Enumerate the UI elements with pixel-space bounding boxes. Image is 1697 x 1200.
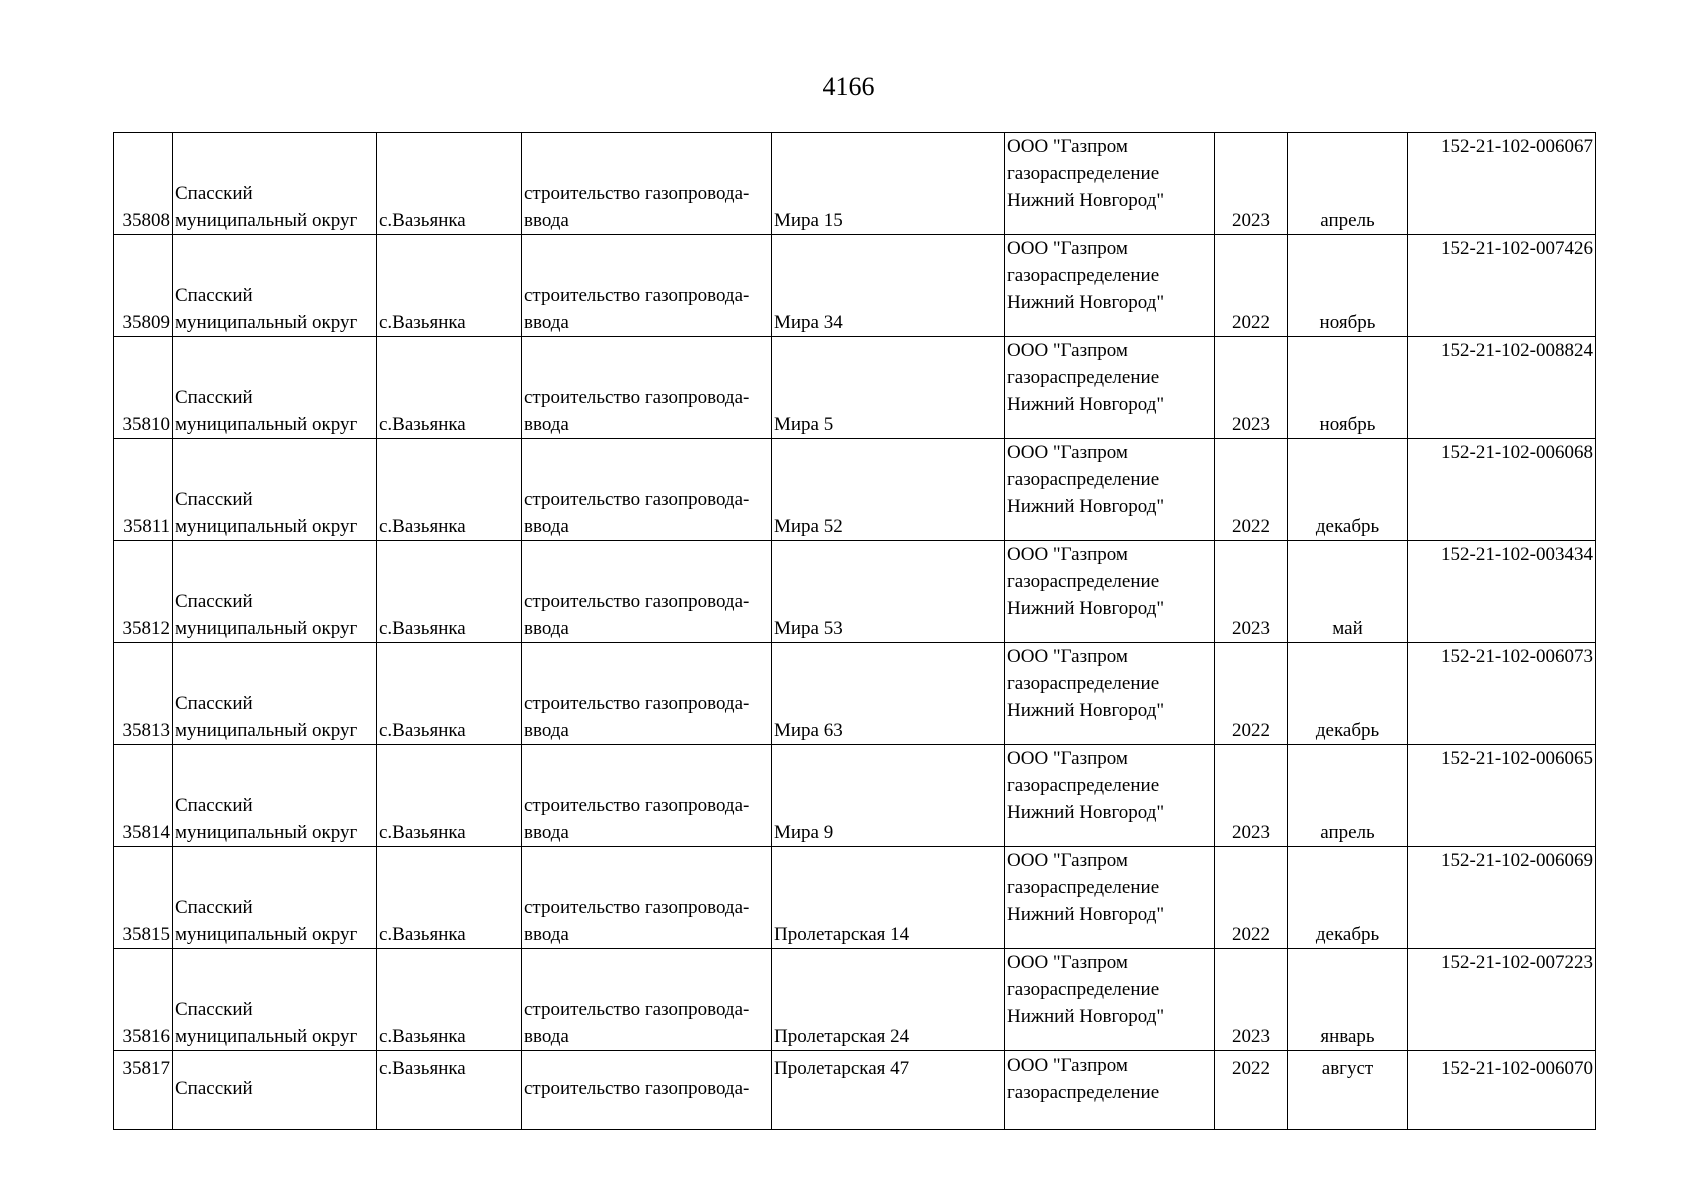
org-line: газораспределение <box>1007 469 1160 490</box>
cell-month: ноябрь <box>1288 337 1408 439</box>
work-line: ввода <box>524 312 569 333</box>
org-line: газораспределение <box>1007 877 1160 898</box>
org-line: газораспределение <box>1007 775 1160 796</box>
work-line: строительство газопровода- <box>524 897 750 918</box>
org-line: ООО "Газпром <box>1007 646 1128 667</box>
cell-year: 2023 <box>1215 541 1288 643</box>
cell-village: с.Вазьянка <box>377 337 522 439</box>
cell-organization <box>1005 541 1215 643</box>
org-line: ООО "Газпром <box>1007 238 1128 259</box>
district-line: Спасский <box>175 489 253 510</box>
cell-code: 152-21-102-006073 <box>1408 643 1596 745</box>
cell-code: 152-21-102-007426 <box>1408 235 1596 337</box>
cell-address: Пролетарская 47 <box>772 1051 1005 1130</box>
cell-year: 2022 <box>1215 235 1288 337</box>
work-line: ввода <box>524 720 569 741</box>
org-line: ООО "Газпром <box>1007 748 1128 769</box>
org-line: ООО "Газпром <box>1007 1055 1128 1076</box>
cell-year: 2022 <box>1215 847 1288 949</box>
district-line: муниципальный округ <box>175 414 358 435</box>
work-line: ввода <box>524 414 569 435</box>
cell-work-type <box>522 745 772 847</box>
cell-number: 35812 <box>114 541 173 643</box>
cell-code: 152-21-102-006067 <box>1408 133 1596 235</box>
cell-number: 35808 <box>114 133 173 235</box>
cell-organization <box>1005 643 1215 745</box>
cell-address: Пролетарская 14 <box>772 847 1005 949</box>
cell-address: Мира 5 <box>772 337 1005 439</box>
org-line: газораспределение <box>1007 673 1160 694</box>
cell-village: с.Вазьянка <box>377 949 522 1051</box>
district-line: муниципальный округ <box>175 822 358 843</box>
cell-year: 2023 <box>1215 337 1288 439</box>
page-number: 4166 <box>822 72 875 101</box>
district-line: муниципальный округ <box>175 210 358 231</box>
cell-code: 152-21-102-006065 <box>1408 745 1596 847</box>
org-line: Нижний Новгород" <box>1007 190 1165 211</box>
cell-address: Мира 9 <box>772 745 1005 847</box>
district-line: Спасский <box>175 591 253 612</box>
cell-number: 35809 <box>114 235 173 337</box>
district-line: Спасский <box>175 387 253 408</box>
work-line: строительство газопровода- <box>524 693 750 714</box>
cell-year: 2022 <box>1215 1051 1288 1130</box>
org-line: Нижний Новгород" <box>1007 1006 1165 1027</box>
work-line: ввода <box>524 924 569 945</box>
cell-month: декабрь <box>1288 643 1408 745</box>
cell-district <box>173 745 377 847</box>
org-line: Нижний Новгород" <box>1007 292 1165 313</box>
work-line: ввода <box>524 618 569 639</box>
cell-organization <box>1005 439 1215 541</box>
cell-month: декабрь <box>1288 847 1408 949</box>
work-line: ввода <box>524 822 569 843</box>
table-row <box>114 949 1596 1051</box>
work-line: ввода <box>524 516 569 537</box>
cell-district <box>173 439 377 541</box>
cell-address: Мира 53 <box>772 541 1005 643</box>
work-line: строительство газопровода- <box>524 489 750 510</box>
cell-district <box>173 133 377 235</box>
cell-number: 35816 <box>114 949 173 1051</box>
cell-district <box>173 235 377 337</box>
district-line: муниципальный округ <box>175 720 358 741</box>
cell-organization <box>1005 337 1215 439</box>
cell-code: 152-21-102-007223 <box>1408 949 1596 1051</box>
cell-month: май <box>1288 541 1408 643</box>
cell-organization <box>1005 235 1215 337</box>
cell-address: Мира 34 <box>772 235 1005 337</box>
table-row <box>114 439 1596 541</box>
district-line: Спасский <box>175 897 253 918</box>
org-line: ООО "Газпром <box>1007 850 1128 871</box>
cell-work-type <box>522 337 772 439</box>
cell-work-type <box>522 847 772 949</box>
org-line: газораспределение <box>1007 571 1160 592</box>
org-line: ООО "Газпром <box>1007 544 1128 565</box>
work-line: строительство газопровода- <box>524 591 750 612</box>
cell-year: 2022 <box>1215 643 1288 745</box>
work-line: ввода <box>524 210 569 231</box>
district-line: Спасский <box>175 999 253 1020</box>
org-line: ООО "Газпром <box>1007 952 1128 973</box>
cell-year: 2022 <box>1215 439 1288 541</box>
cell-code: 152-21-102-006070 <box>1408 1051 1596 1130</box>
org-line: газораспределение <box>1007 265 1160 286</box>
cell-address: Мира 63 <box>772 643 1005 745</box>
cell-month: апрель <box>1288 133 1408 235</box>
table-row <box>114 337 1596 439</box>
cell-number: 35813 <box>114 643 173 745</box>
cell-address: Мира 52 <box>772 439 1005 541</box>
cell-village: с.Вазьянка <box>377 133 522 235</box>
org-line: Нижний Новгород" <box>1007 802 1165 823</box>
cell-work-type <box>522 133 772 235</box>
table-row <box>114 133 1596 235</box>
org-line: Нижний Новгород" <box>1007 394 1165 415</box>
district-line: муниципальный округ <box>175 312 358 333</box>
district-line: муниципальный округ <box>175 924 358 945</box>
table-row <box>114 847 1596 949</box>
cell-year: 2023 <box>1215 133 1288 235</box>
cell-district <box>173 847 377 949</box>
org-line: газораспределение <box>1007 367 1160 388</box>
district-line: Спасский <box>175 183 253 204</box>
work-line: строительство газопровода- <box>524 795 750 816</box>
district-line: муниципальный округ <box>175 618 358 639</box>
org-line: газораспределение <box>1007 979 1160 1000</box>
cell-year: 2023 <box>1215 949 1288 1051</box>
cell-work-type <box>522 643 772 745</box>
org-line: газораспределение <box>1007 163 1160 184</box>
cell-code: 152-21-102-003434 <box>1408 541 1596 643</box>
cell-number: 35817 <box>114 1051 173 1130</box>
cell-organization <box>1005 949 1215 1051</box>
table-row <box>114 235 1596 337</box>
cell-village: с.Вазьянка <box>377 745 522 847</box>
district-line: муниципальный округ <box>175 1026 358 1047</box>
cell-village: с.Вазьянка <box>377 643 522 745</box>
cell-month: апрель <box>1288 745 1408 847</box>
org-line: Нижний Новгород" <box>1007 700 1165 721</box>
cell-month: август <box>1288 1051 1408 1130</box>
cell-code: 152-21-102-008824 <box>1408 337 1596 439</box>
table-row-partial <box>114 1051 1596 1130</box>
cell-work-type <box>522 235 772 337</box>
work-line: строительство газопровода- <box>524 387 750 408</box>
work-line: ввода <box>524 1026 569 1047</box>
cell-district: Спасский <box>173 1051 377 1130</box>
district-line: Спасский <box>175 795 253 816</box>
cell-district <box>173 337 377 439</box>
cell-village: с.Вазьянка <box>377 541 522 643</box>
org-line: Нижний Новгород" <box>1007 598 1165 619</box>
cell-district <box>173 643 377 745</box>
table-row <box>114 745 1596 847</box>
cell-organization <box>1005 847 1215 949</box>
district-line: муниципальный округ <box>175 516 358 537</box>
cell-organization <box>1005 745 1215 847</box>
cell-village: с.Вазьянка <box>377 847 522 949</box>
org-line: газораспределение <box>1007 1082 1160 1103</box>
district-line: Спасский <box>175 285 253 306</box>
cell-month: январь <box>1288 949 1408 1051</box>
cell-work-type <box>522 541 772 643</box>
cell-work-type: строительство газопровода- <box>522 1051 772 1130</box>
cell-work-type <box>522 949 772 1051</box>
org-line: Нижний Новгород" <box>1007 496 1165 517</box>
cell-month: декабрь <box>1288 439 1408 541</box>
cell-month: ноябрь <box>1288 235 1408 337</box>
org-line: ООО "Газпром <box>1007 136 1128 157</box>
org-line: ООО "Газпром <box>1007 340 1128 361</box>
cell-number: 35814 <box>114 745 173 847</box>
gas-connection-table <box>113 132 1596 1130</box>
cell-organization <box>1005 1051 1215 1130</box>
cell-organization <box>1005 133 1215 235</box>
cell-district <box>173 541 377 643</box>
cell-address: Пролетарская 24 <box>772 949 1005 1051</box>
cell-number: 35815 <box>114 847 173 949</box>
table-body <box>114 133 1596 1130</box>
table-row <box>114 643 1596 745</box>
work-line: строительство газопровода- <box>524 999 750 1020</box>
work-line: строительство газопровода- <box>524 183 750 204</box>
cell-village: с.Вазьянка <box>377 235 522 337</box>
cell-village: с.Вазьянка <box>377 1051 522 1130</box>
table-row <box>114 541 1596 643</box>
cell-number: 35811 <box>114 439 173 541</box>
org-line: ООО "Газпром <box>1007 442 1128 463</box>
cell-number: 35810 <box>114 337 173 439</box>
cell-work-type <box>522 439 772 541</box>
cell-village: с.Вазьянка <box>377 439 522 541</box>
work-line: строительство газопровода- <box>524 285 750 306</box>
cell-code: 152-21-102-006069 <box>1408 847 1596 949</box>
org-line: Нижний Новгород" <box>1007 904 1165 925</box>
cell-year: 2023 <box>1215 745 1288 847</box>
district-line: Спасский <box>175 693 253 714</box>
cell-address: Мира 15 <box>772 133 1005 235</box>
cell-code: 152-21-102-006068 <box>1408 439 1596 541</box>
cell-district <box>173 949 377 1051</box>
